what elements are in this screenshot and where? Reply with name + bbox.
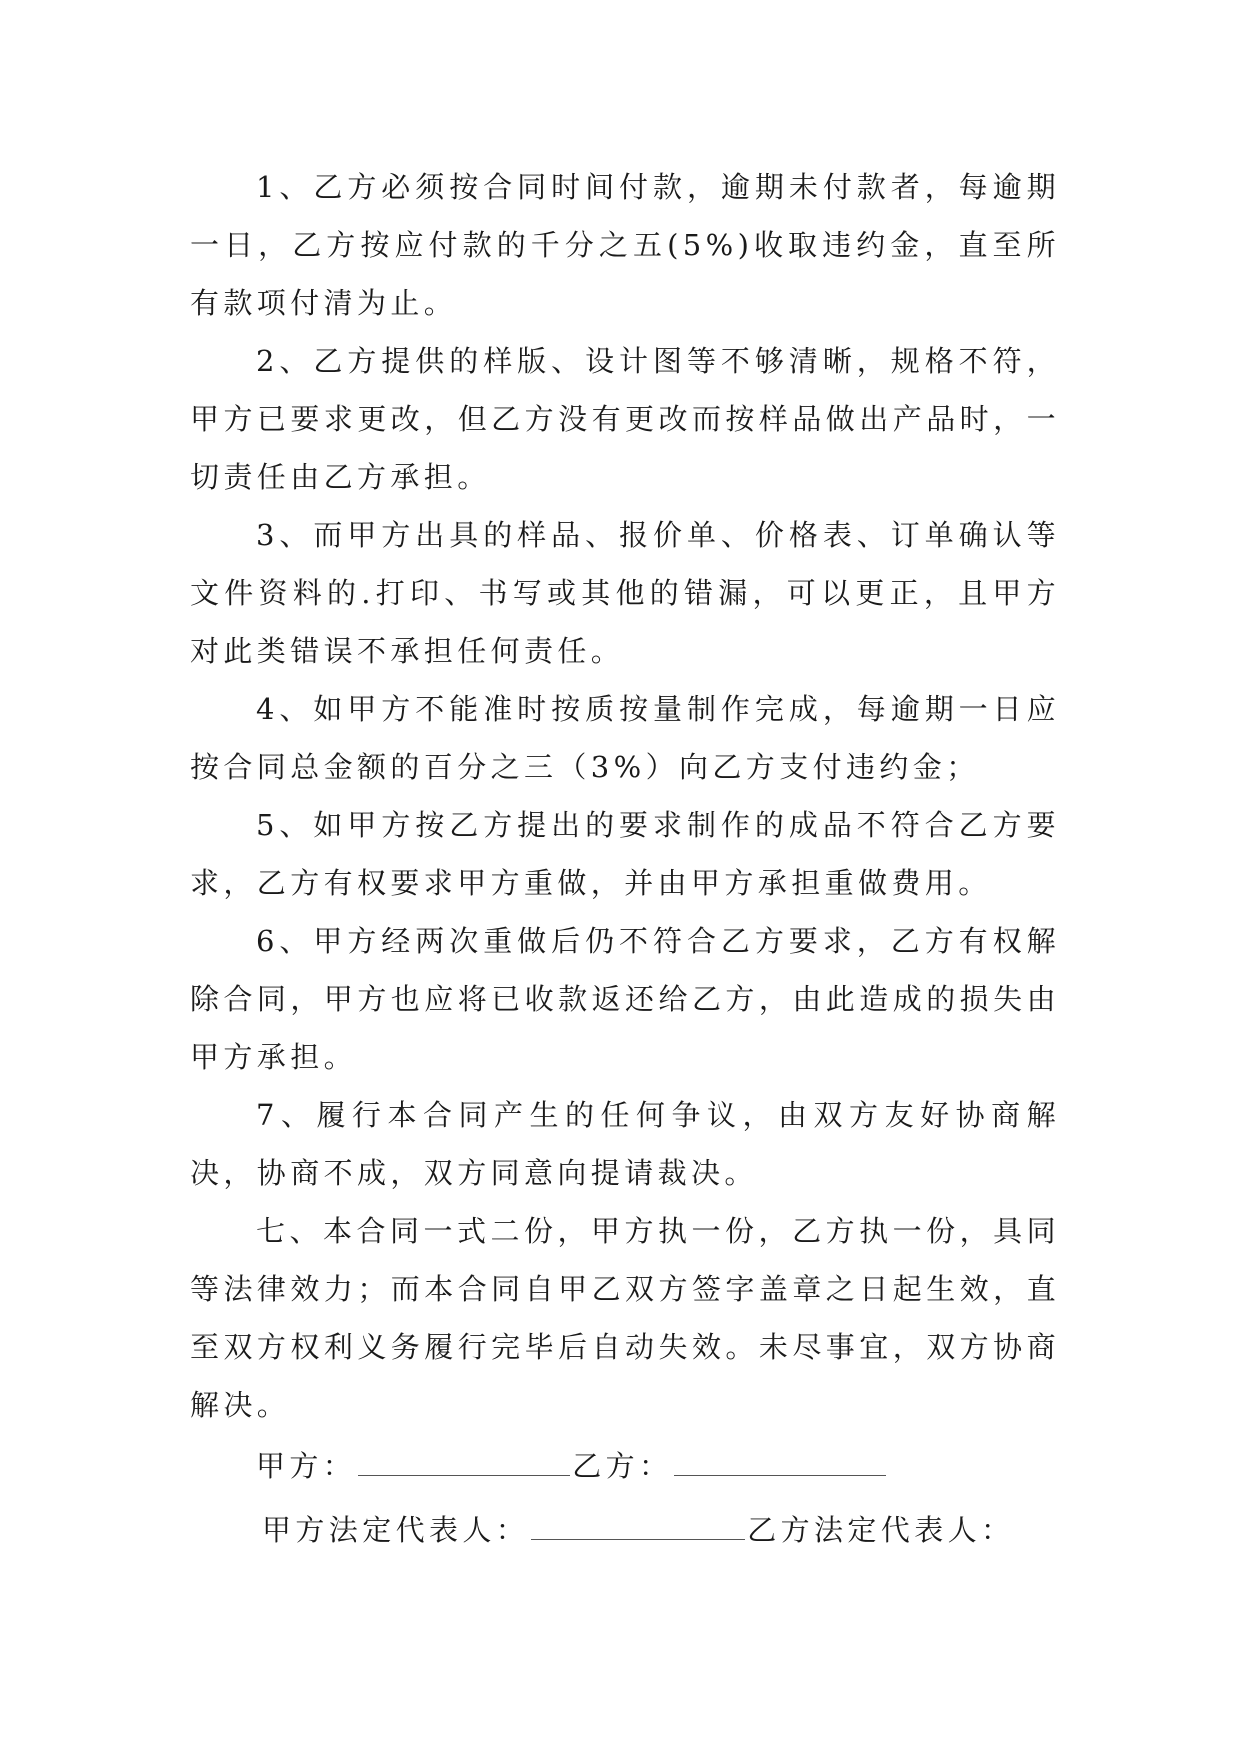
- contract-body: [190, 158, 1060, 1562]
- signature-row-representatives: [190, 1498, 1060, 1562]
- party-a-rep-signature-line: [531, 1511, 745, 1540]
- clause-6: 6、甲方经两次重做后仍不符合乙方要求，乙方有权解除合同，甲方也应将已收款返还给乙方，由此造成的损失由甲方承担。: [190, 924, 1060, 1074]
- party-b-signature-line: [674, 1447, 886, 1476]
- clause-7: 7、履行本合同产生的任何争议，由双方友好协商解决，协商不成，双方同意向提请裁决。: [190, 1098, 1060, 1190]
- party-a-label: 甲方：: [256, 1449, 357, 1483]
- clause-5: 5、如甲方按乙方提出的要求制作的成品不符合乙方要求，乙方有权要求甲方重做，并由甲方承担重做费用。: [190, 808, 1060, 900]
- party-b-label: 乙方：: [572, 1449, 673, 1483]
- clause-final: 七、本合同一式二份，甲方执一份，乙方执一份，具同等法律效力；而本合同自甲乙双方签字盖章之日起生效，直至双方权利义务履行完毕后自动失效。未尽事宜，双方协商解决。: [190, 1214, 1060, 1422]
- party-a-signature-line: [358, 1447, 570, 1476]
- clause-2: 2、乙方提供的样版、设计图等不够清晰，规格不符，甲方已要求更改，但乙方没有更改而按样品做出产品时，一切责任由乙方承担。: [190, 344, 1060, 494]
- signature-row-parties: [190, 1434, 1060, 1498]
- party-b-rep-label: 乙方法定代表人：: [747, 1513, 1015, 1547]
- clause-4: 4、如甲方不能准时按质按量制作完成，每逾期一日应按合同总金额的百分之三（3%）向乙方支付违约金；: [190, 692, 1060, 784]
- clause-3: 3、而甲方出具的样品、报价单、价格表、订单确认等文件资料的.打印、书写或其他的错漏，可以更正，且甲方对此类错误不承担任何责任。: [190, 518, 1060, 668]
- clause-1: 1、乙方必须按合同时间付款，逾期未付款者，每逾期一日，乙方按应付款的千分之五(5%)收取违约金，直至所有款项付清为止。: [190, 170, 1060, 320]
- party-a-rep-label: 甲方法定代表人：: [262, 1513, 530, 1547]
